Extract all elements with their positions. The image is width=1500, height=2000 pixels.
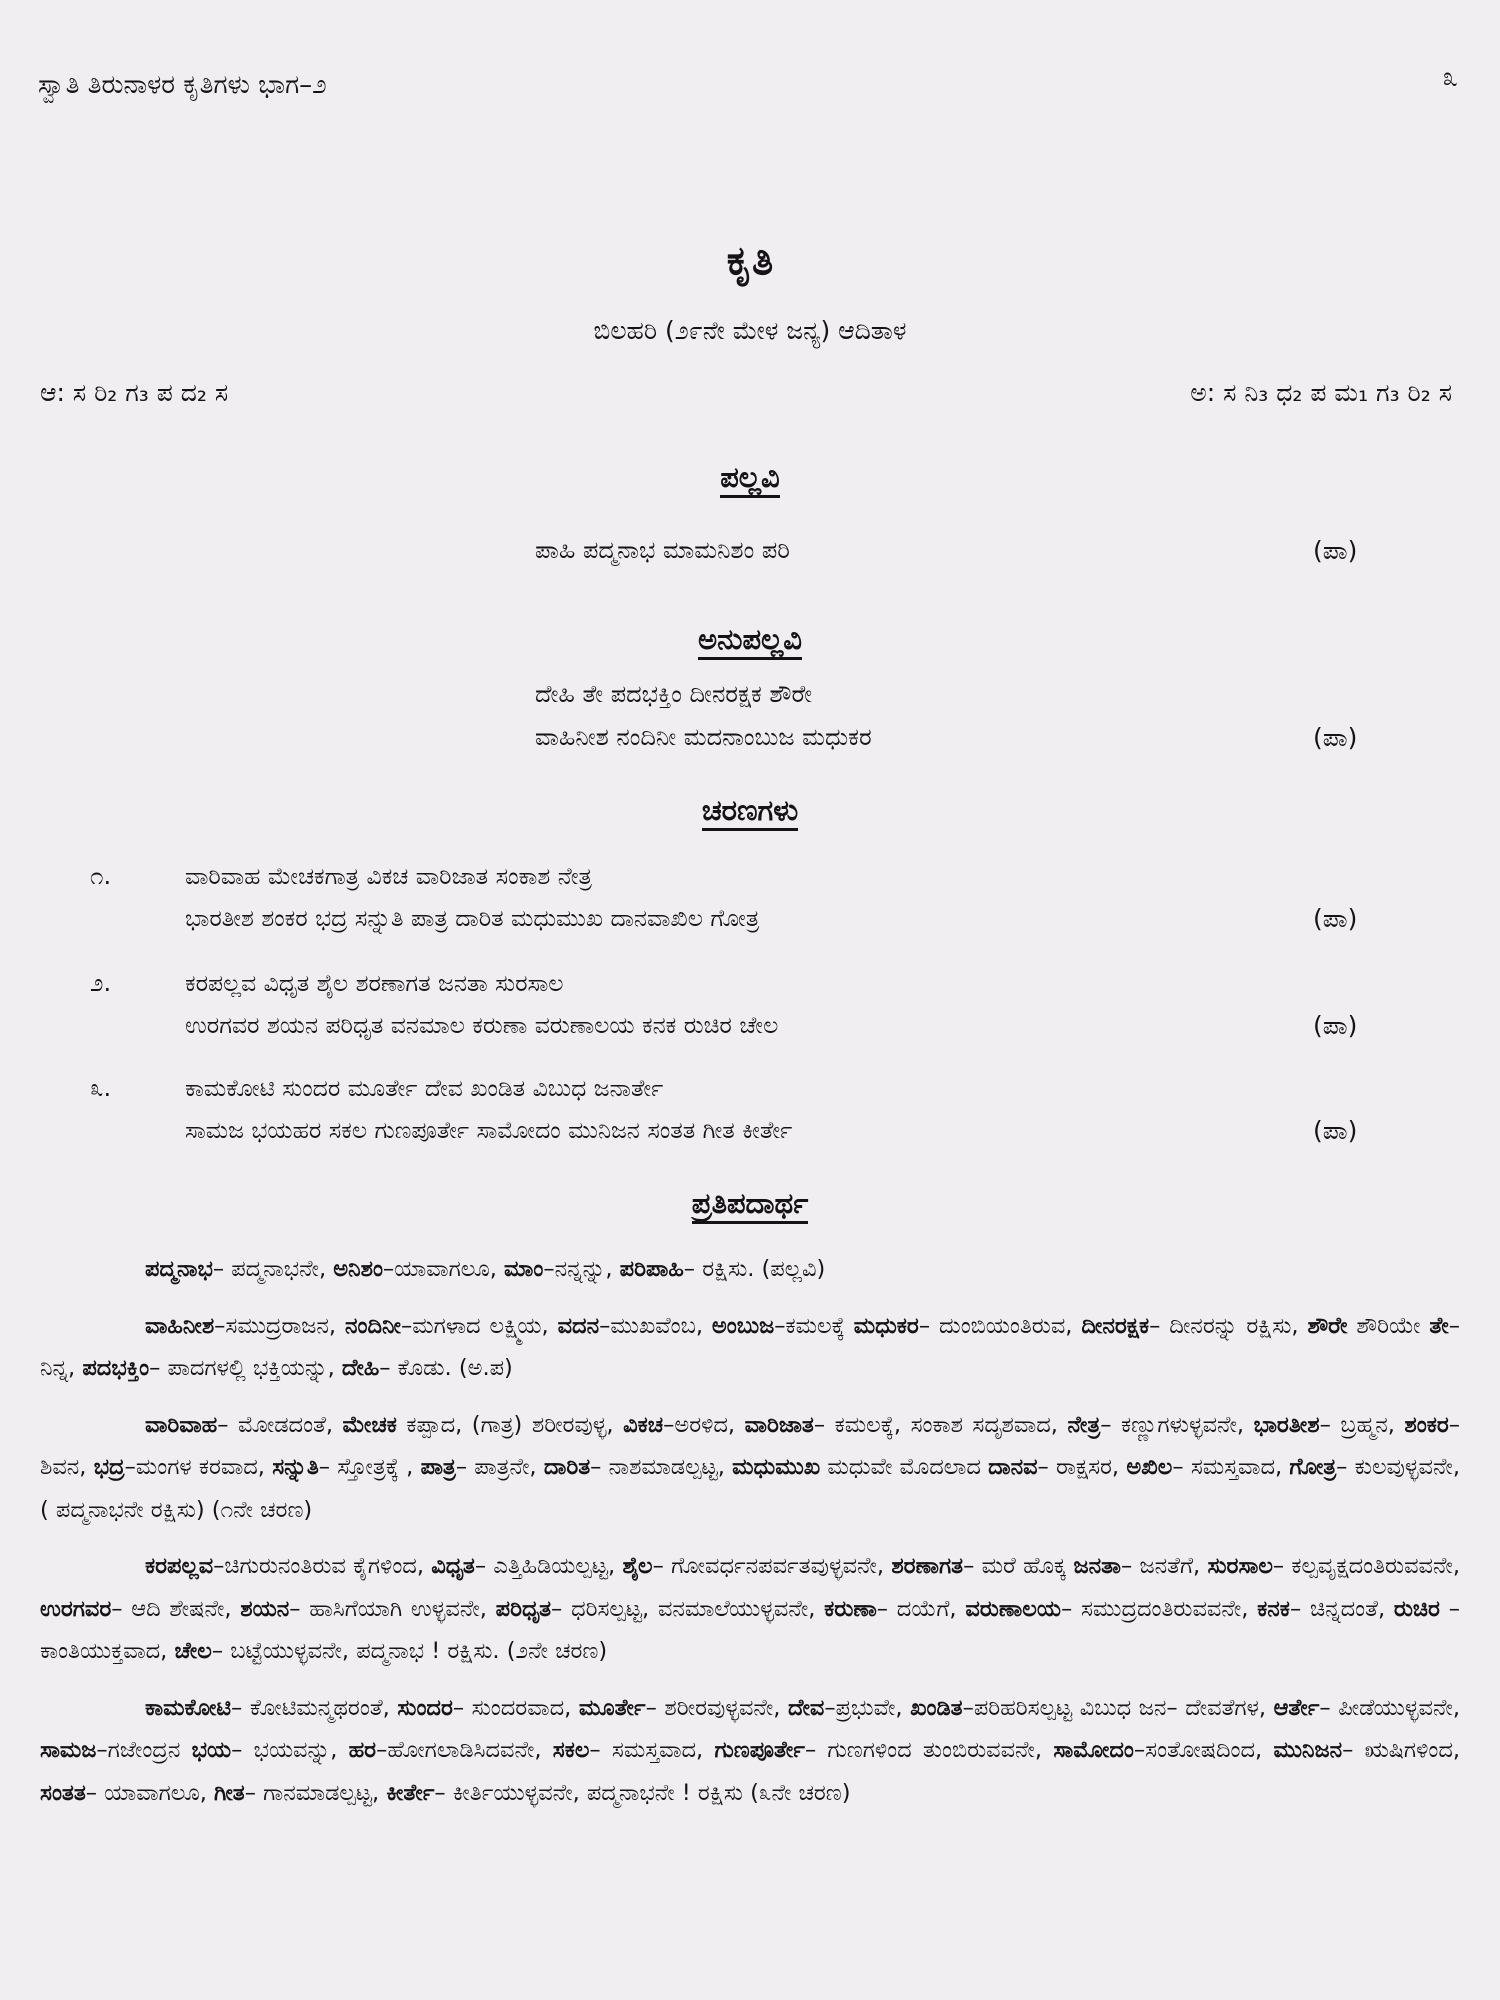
gloss-term: ಶಯನ <box>240 1595 290 1622</box>
gloss-term: ಅಂಬುಜ <box>711 1312 775 1339</box>
gloss-term: ಅಖಿಲ <box>1126 1454 1173 1480</box>
gloss-meaning: ಶೌರಿಯೇ <box>1347 1312 1430 1339</box>
gloss-term: ವಿಕಚ <box>623 1411 664 1438</box>
kriti-title: ಕೃತಿ <box>726 238 774 284</box>
gloss-meaning: – ಹಾಸಿಗೆಯಾಗಿ ಉಳ್ಳವನೇ, <box>289 1595 496 1622</box>
gloss-meaning: –ಮುಖವೆಂಬ, <box>599 1312 712 1339</box>
pallavi-heading: ಪಲ್ಲವಿ <box>0 460 1500 495</box>
gloss-term: ನಂದಿನೀ <box>345 1312 402 1339</box>
gloss-term: ಕೀರ್ತೇ <box>386 1779 435 1806</box>
gloss-meaning: – ದೀನರನ್ನು ರಕ್ಷಿಸು, <box>1149 1312 1308 1339</box>
gloss-meaning: – ಕುಲವುಳ್ಳವನೇ, ( ಪದ್ಮನಾಭನೇ ರಕ್ಷಿಸು) (೧ನೇ ಚರಣ) <box>40 1454 1460 1523</box>
gloss-term: ಕರುಣಾ <box>824 1595 877 1622</box>
gloss-term: ದೇಹಿ <box>341 1355 380 1381</box>
gloss-meaning: –ಪರಿಹರಿಸಲ್ಪಟ್ಟ <box>962 1694 1080 1721</box>
gloss-term: ಪದ್ಮನಾಭ <box>145 1256 213 1282</box>
gloss-meaning: –ಸಂತೋಷದಿಂದ, <box>1133 1737 1274 1763</box>
raga-tala-line: ಬಿಲಹರಿ (೨೯ನೇ ಮೇಳ ಜನ್ಯ) ಆದಿತಾಳ <box>593 316 907 345</box>
gloss-meaning: –ಪ್ರಭುವೇ, <box>824 1694 911 1721</box>
gloss-term: ಮಾಂ <box>504 1256 544 1282</box>
gloss-meaning: – ಗುಣಗಳಿಂದ ತುಂಬಿರುವವನೇ, <box>804 1737 1054 1763</box>
gloss-meaning: –ಚಿಗುರುನಂತಿರುವ ಕೈಗಳಿಂದ, <box>213 1553 432 1579</box>
gloss-term: ಆರ್ತೇ <box>1273 1694 1320 1721</box>
gloss-meaning: – ನಿನ್ನ, <box>40 1312 1460 1381</box>
gloss-term: ರುಚಿರ <box>1393 1595 1440 1622</box>
gloss-term: ವಾಹಿನೀಶ <box>145 1312 215 1339</box>
gloss-meaning: – ಆದಿ ಶೇಷನೇ, <box>111 1595 241 1622</box>
charanam-line: ವಾರಿವಾಹ ಮೇಚಕಗಾತ್ರ ವಿಕಚ ವಾರಿಜಾತ ಸಂಕಾಶ ನೇತ್ರ <box>185 862 592 890</box>
gloss-term: ವರುಣಾಲಯ <box>965 1595 1061 1622</box>
gloss-meaning: – ಪಾದಗಳಲ್ಲಿ ಭಕ್ತಿಯನ್ನು, <box>149 1355 342 1381</box>
gloss-term: ಗೋತ್ರ <box>1289 1454 1337 1480</box>
gloss-term: ಸಕಲ <box>552 1737 590 1763</box>
gloss-meaning: – ಕೊಡು. (ಅ.ಪ) <box>379 1355 513 1381</box>
gloss-meaning: – ಪದ್ಮನಾಭನೇ, <box>212 1256 334 1282</box>
gloss-term: ದಾನವ <box>988 1454 1038 1480</box>
gloss-term: ಶರಣಾಗತ <box>891 1553 964 1579</box>
gloss-term: ಭಯ <box>191 1737 232 1763</box>
gloss-term: ಸುಂದರ <box>397 1694 453 1721</box>
gloss-meaning: –ಮಗಳಾದ ಲಕ್ಷ್ಮಿಯ, <box>401 1312 558 1339</box>
gloss-term: ಶೈಲ <box>622 1553 653 1579</box>
charanam-number: ೩. <box>90 1074 112 1102</box>
gloss-term: ಸಾಮಜ <box>40 1737 97 1763</box>
gloss-meaning: – ಭಯವನ್ನು, <box>231 1737 349 1763</box>
gloss-meaning: –ಸಮುದ್ರರಾಜನ, <box>214 1312 346 1339</box>
gloss-meaning: –ನನ್ನನ್ನು, <box>543 1256 620 1282</box>
gloss-term: ಮೇಚಕ <box>342 1411 397 1438</box>
charanam-number: ೧. <box>90 862 112 890</box>
gloss-meaning: – ಸಮಸ್ತವಾದ, <box>1172 1454 1290 1480</box>
gloss-meaning: ಮಧುವೇ ಮೊದಲಾದ <box>820 1454 989 1480</box>
gloss-meaning: – ಸಮಸ್ತವಾದ, <box>589 1737 715 1763</box>
charanam-heading: ಚರಣಗಳು <box>0 793 1500 828</box>
gloss-meaning: – ದೇವತೆಗಳ, <box>1166 1694 1274 1721</box>
gloss-term: ಪರಿಧೃತ <box>495 1595 552 1622</box>
gloss-meaning: – ಜನತೆಗೆ, <box>1120 1553 1208 1579</box>
gloss-meaning: – ರಾಕ್ಷಸರ, <box>1037 1454 1127 1480</box>
gloss-meaning: – ಶರೀರವುಳ್ಳವನೇ, <box>645 1694 789 1721</box>
gloss-meaning: – ಋಷಿಗಳಿಂದ, <box>1342 1737 1461 1763</box>
gloss-term: ದೇವ <box>788 1694 825 1721</box>
gloss-term: ಅನಿಶಂ <box>333 1256 383 1282</box>
gloss-meaning: – ಬಟ್ಟೆಯುಳ್ಳವನೇ, ಪದ್ಮನಾಭ ! ರಕ್ಷಿಸು. (೨ನೇ ಚರಣ) <box>211 1638 608 1664</box>
gloss-meaning: – ಗೋವರ್ಧನಪರ್ವತವುಳ್ಳವನೇ, <box>652 1553 892 1579</box>
gloss-term: ಮಧುಕರ <box>853 1312 919 1339</box>
gloss-term: ಉರಗವರ <box>40 1595 112 1622</box>
gloss-term: ದೀನರಕ್ಷಕ <box>1081 1312 1150 1339</box>
gloss-term: ಗೀತ <box>214 1779 245 1806</box>
gloss-term: ಪರಿಪಾಹಿ <box>619 1256 684 1282</box>
gloss-term: ಮೂರ್ತೇ <box>578 1694 646 1721</box>
gloss-meaning: ಕಪ್ಪಾದ, (ಗಾತ್ರ) ಶರೀರವುಳ್ಳ, <box>396 1411 624 1438</box>
gloss-term: ಕನಕ <box>1257 1595 1290 1622</box>
gloss-term: ಪಾತ್ರ <box>420 1454 456 1480</box>
pa-marker: (ಪಾ) <box>1313 1116 1358 1145</box>
gloss-meaning: – ಗಾನಮಾಡಲ್ಪಟ್ಟ, <box>244 1779 387 1806</box>
charanam-line: ಕರಪಲ್ಲವ ವಿಧೃತ ಶೈಲ ಶರಣಾಗತ ಜನತಾ ಸುರಸಾಲ <box>185 969 564 997</box>
anupallavi-heading: ಅನುಪಲ್ಲವಿ <box>0 622 1500 657</box>
pa-marker: (ಪಾ) <box>1313 536 1358 565</box>
gloss-meaning: – ನಾಶಮಾಡಲ್ಪಟ್ಟ, <box>590 1454 733 1480</box>
gloss-meaning: –ಹೋಗಲಾಡಿಸಿದವನೇ, <box>376 1737 553 1763</box>
gloss-meaning: – ಕಲ್ಪವೃಕ್ಷದಂತಿರುವವನೇ, <box>1272 1553 1461 1579</box>
gloss-meaning: – ಎತ್ತಿಹಿಡಿಯಲ್ಪಟ್ಟ, <box>474 1553 623 1579</box>
gloss-meaning: – ಕಣ್ಣುಗಳುಳ್ಳವನೇ, <box>1100 1411 1254 1438</box>
gloss-term: ಹರ <box>348 1737 377 1763</box>
gloss-term: ಸಾಮೋದಂ <box>1053 1737 1134 1763</box>
gloss-term: ಗುಣಪೂರ್ತೇ <box>714 1737 805 1763</box>
gloss-term: ತೇ <box>1429 1312 1449 1339</box>
pa-marker: (ಪಾ) <box>1313 904 1358 933</box>
gloss-meaning: – ಮೋಡದಂತೆ, <box>217 1411 343 1438</box>
gloss-meaning: – ಧರಿಸಲ್ಪಟ್ಟ, ವನಮಾಲೆಯುಳ್ಳವನೇ, <box>551 1595 825 1622</box>
gloss-meaning: – ಕೋಟಿಮನ್ಮಥರಂತೆ, <box>231 1694 398 1721</box>
gloss-term: ಶಂಕರ <box>1404 1411 1449 1438</box>
gloss-meaning: –ಮಂಗಳ ಕರವಾದ, <box>124 1454 273 1480</box>
anupallavi-line: ದೇಹಿ ತೇ ಪದಭಕ್ತಿಂ ದೀನರಕ್ಷಕ ಶೌರೇ <box>535 680 813 708</box>
gloss-paragraph <box>40 1248 1460 1291</box>
gloss-term: ಕರಪಲ್ಲವ <box>145 1553 214 1579</box>
gloss-term: ಚೇಲ <box>174 1638 212 1664</box>
gloss-term: ಮುನಿಜನ <box>1273 1737 1343 1763</box>
gloss-meaning: – ಶಿವನ, <box>40 1411 1460 1480</box>
gloss-term: ಸಂತತ <box>40 1779 86 1806</box>
pratipadartha-heading: ಪ್ರತಿಪದಾರ್ಥ <box>0 1186 1500 1221</box>
charanam-line: ಉರಗವರ ಶಯನ ಪರಿಧೃತ ವನಮಾಲ ಕರುಣಾ ವರುಣಾಲಯ ಕನಕ ರುಚಿರ ಚೇಲ <box>185 1011 779 1039</box>
avarohana: ಅ: ಸ ನಿ₃ ಧ₂ ಪ ಮ₁ ಗ₃ ರಿ₂ ಸ <box>1190 378 1452 407</box>
gloss-meaning: – ಚಿನ್ನದಂತೆ, <box>1289 1595 1394 1622</box>
gloss-meaning: – ದುಂಬಿಯಂತಿರುವ, <box>918 1312 1082 1339</box>
gloss-paragraph <box>40 1305 1460 1390</box>
gloss-term: ಮಧುಮುಖ <box>732 1454 821 1480</box>
charanam-line: ಸಾಮಜ ಭಯಹರ ಸಕಲ ಗುಣಪೂರ್ತೇ ಸಾಮೋದಂ ಮುನಿಜನ ಸಂತತ ಗೀತ ಕೀರ್ತೇ <box>185 1116 793 1144</box>
gloss-term: ವದನ <box>557 1312 600 1339</box>
gloss-term: ಭದ್ರ <box>93 1454 125 1480</box>
gloss-term: ಖಂಡಿತ <box>910 1694 963 1721</box>
gloss-term: ದಾರಿತ <box>543 1454 591 1480</box>
gloss-meaning: – ಮರೆ ಹೊಕ್ಕ <box>963 1553 1074 1579</box>
gloss-meaning: –ಯಾವಾಗಲೂ, <box>382 1256 505 1282</box>
gloss-meaning: – ದಯೆಗೆ, <box>876 1595 966 1622</box>
gloss-term: ವಾರಿಜಾತ <box>744 1411 814 1438</box>
pa-marker: (ಪಾ) <box>1313 723 1358 752</box>
gloss-meaning: – ಕೀರ್ತಿಯುಳ್ಳವನೇ, ಪದ್ಮನಾಭನೇ ! ರಕ್ಷಿಸು (೩ನೇ ಚರಣ) <box>434 1779 851 1806</box>
gloss-meaning: – ಯಾವಾಗಲೂ, <box>85 1779 215 1806</box>
arohana: ಆ: ಸ ರಿ₂ ಗ₃ ಪ ದ₂ ಸ <box>40 378 229 407</box>
running-header: ಸ್ವಾತಿ ತಿರುನಾಳರ ಕೃತಿಗಳು ಭಾಗ–೨ <box>38 70 327 100</box>
gloss-term: ಕಾಮಕೋಟಿ <box>145 1694 232 1721</box>
gloss-meaning: –ಕಮಲಕ್ಕೆ <box>774 1312 854 1339</box>
gloss-term: ಸನ್ನುತಿ <box>272 1454 319 1480</box>
gloss-meaning: – ಸ್ತೋತ್ರಕ್ಕೆ , <box>318 1454 421 1480</box>
gloss-term: ಪದಭಕ್ತಿಂ <box>82 1355 150 1381</box>
charanam-line: ಕಾಮಕೋಟಿ ಸುಂದರ ಮೂರ್ತೇ ದೇವ ಖಂಡಿತ ವಿಬುಧ ಜನಾರ್ತೇ <box>185 1074 664 1102</box>
gloss-term: ಶೌರೇ <box>1307 1312 1348 1339</box>
charanam-line: ಭಾರತೀಶ ಶಂಕರ ಭದ್ರ ಸನ್ನುತಿ ಪಾತ್ರ ದಾರಿತ ಮಧುಮುಖ ದಾನವಾಖಿಲ ಗೋತ್ರ <box>185 904 760 932</box>
gloss-term: ನೇತ್ರ <box>1067 1411 1101 1438</box>
gloss-meaning: –ಗಜೇಂದ್ರನ <box>96 1737 192 1763</box>
gloss-meaning: – ರಕ್ಷಿಸು. (ಪಲ್ಲವಿ) <box>683 1256 826 1282</box>
gloss-term: ಭಾರತೀಶ <box>1253 1411 1320 1438</box>
word-meaning-section <box>40 1248 1460 1828</box>
gloss-meaning: ವಿಬುಧ ಜನ <box>1079 1694 1167 1721</box>
pa-marker: (ಪಾ) <box>1313 1011 1358 1040</box>
gloss-paragraph <box>40 1687 1460 1815</box>
gloss-paragraph <box>40 1545 1460 1673</box>
gloss-meaning: –ಅರಳಿದ, <box>663 1411 745 1438</box>
gloss-term: ಸುರಸಾಲ <box>1207 1553 1273 1579</box>
pallavi-line: ಪಾಹಿ ಪದ್ಮನಾಭ ಮಾಮನಿಶಂ ಪರಿ <box>535 536 790 564</box>
gloss-meaning: – ಪೀಡೆಯುಳ್ಳವನೇ, <box>1319 1694 1460 1721</box>
gloss-paragraph <box>40 1404 1460 1532</box>
gloss-meaning: – ಪಾತ್ರನೇ, <box>455 1454 544 1480</box>
gloss-term: ವಾರಿವಾಹ <box>145 1411 218 1438</box>
gloss-meaning: – ಕಮಲಕ್ಕೆ, ಸಂಕಾಶ ಸದೃಶವಾದ, <box>813 1411 1068 1438</box>
gloss-term: ವಿಧೃತ <box>431 1553 475 1579</box>
page-number: ೩ <box>1442 60 1458 93</box>
gloss-term: ಜನತಾ <box>1073 1553 1121 1579</box>
anupallavi-line: ವಾಹಿನೀಶ ನಂದಿನೀ ಮದನಾಂಬುಜ ಮಧುಕರ <box>535 723 872 751</box>
gloss-meaning: – ಸಮುದ್ರದಂತಿರುವವನೇ, <box>1060 1595 1258 1622</box>
charanam-number: ೨. <box>90 969 112 997</box>
gloss-meaning: – ಸುಂದರವಾದ, <box>452 1694 579 1721</box>
gloss-meaning: – ಬ್ರಹ್ಮನ, <box>1319 1411 1405 1438</box>
gloss-meaning: – ಕಾಂತಿಯುಕ್ತವಾದ, <box>40 1595 1460 1664</box>
